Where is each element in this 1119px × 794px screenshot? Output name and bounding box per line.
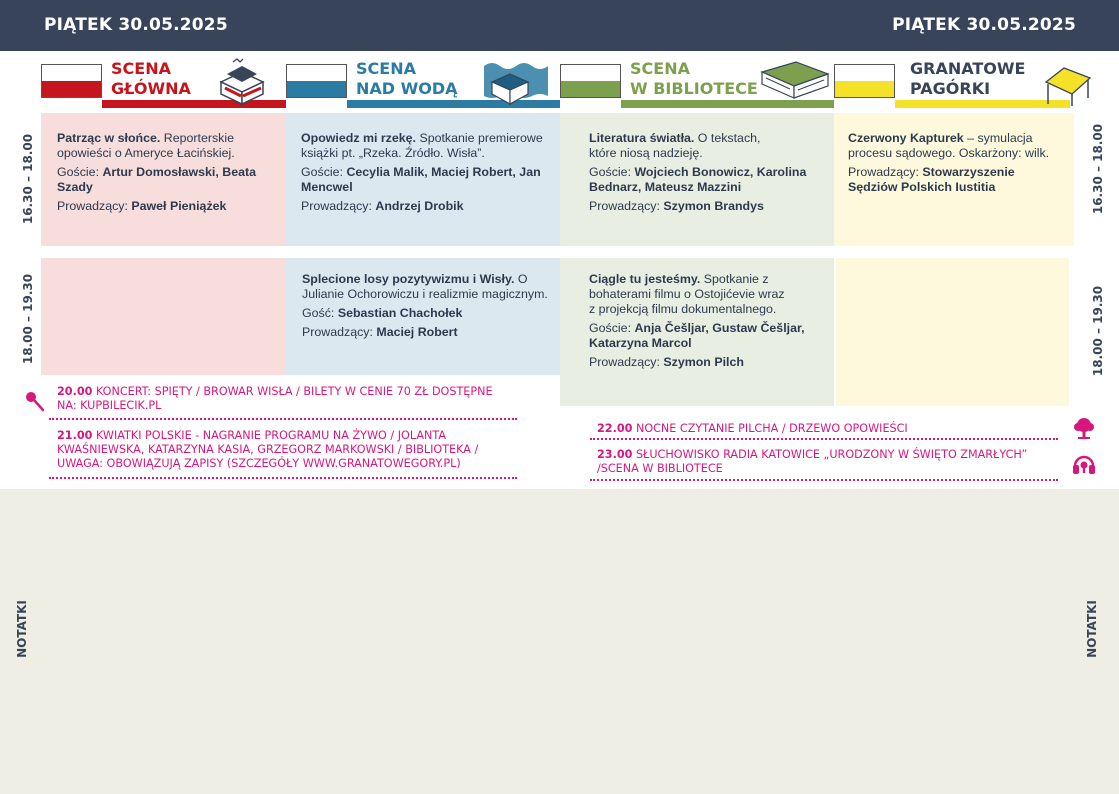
host: Paweł Pieniążek [131, 199, 227, 213]
event-time: 23.00 [597, 448, 633, 461]
evening-event-2: 21.00 KWIATKI POLSKIE - NAGRANIE PROGRAMU NA ŻYWO / JOLANTA KWAŚNIEWSKA, KATARZYNA KASIA, GRZEGORZ MARKOWSKI / BIBLIOTEKA / UWAGA: OBOWIĄZUJĄ ZAPISY (SZCZEGÓŁY WWW.GRANATOWEGORY.PL) [57, 429, 479, 470]
event-time: 20.00 [57, 385, 93, 398]
guests: Anja Češljar, Gustaw Češljar, Katarzyna Marcol [589, 321, 805, 350]
evening-event-4: 23.00 SŁUCHOWISKO RADIA KATOWICE „URODZONY W ŚWIĘTO ZMARŁYCH” /SCENA W BIBLIOTECE [597, 448, 1028, 475]
slot1-water: Opowiedz mi rzekę. Spotkanie premierowe książki pt. „Rzeka. Źródło. Wisła”. Goście: Cecylia Malik, Maciej Robert, Jan Mencwel Prowadzący: Andrzej Drobik [286, 113, 560, 246]
stage-header-library [560, 56, 834, 108]
event-time: 22.00 [597, 422, 633, 435]
slot1-library: Literatura światła. O tekstach, które niosą nadzieję. Goście: Wojciech Bonowicz, Karolina Bednarz, Mateusz Mazzini Prowadzący: Szymon Brandys [560, 113, 834, 246]
divider [590, 438, 1058, 440]
evening-event-1: 20.00 KONCERT: SPIĘTY / BROWAR WISŁA / BILETY W CENIE 70 ZŁ DOSTĘPNE NA: KUPBILECIK.PL [57, 385, 493, 412]
event-time: 21.00 [57, 429, 93, 442]
time-slot1-right: 16.30 – 18.00 [1091, 123, 1106, 215]
slot2-water: Splecione losy pozytywizmu i Wisły. O Julianie Ochorowiczu i realizmie magicznym. Gość: Sebastian Chachołek Prowadzący: Maciej Robert [286, 258, 560, 375]
time-slot1-left: 16.30 – 18.00 [21, 133, 36, 225]
stage-library-line1: SCENA [630, 59, 690, 78]
event-title: Czerwony Kapturek [848, 131, 964, 145]
guests: Cecylia Malik, Maciej Robert, Jan Mencwel [301, 165, 541, 194]
stage-hills-line1: GRANATOWE [910, 59, 1026, 78]
event-title: Literatura światła. [589, 131, 695, 145]
slot2-library: Ciągle tu jesteśmy. Spotkanie z bohaterami filmu o Ostojićevie wraz z projekcją filmu dokumentalnego. Goście: Anja Češljar, Gustaw Češljar, Katarzyna Marcol Prowadzący: Szymon Pilch [560, 258, 834, 406]
tree-icon [1072, 416, 1096, 440]
stage-library-line2: W BIBLIOTECE [630, 79, 758, 98]
notes-label-right: NOTATKI [1084, 600, 1099, 658]
time-slot2-left: 18.00 – 19.30 [21, 273, 36, 365]
date-left: PIĄTEK 30.05.2025 [44, 15, 228, 35]
divider [49, 477, 517, 479]
guests: Artur Domosławski, Beata Szady [57, 165, 257, 194]
slot2-hills-empty [836, 258, 1069, 406]
host: Szymon Pilch [663, 355, 744, 369]
host: Andrzej Drobik [375, 199, 464, 213]
flag-main [41, 64, 102, 98]
slot1-main: Patrząc w słońce. Reporterskie opowieści o Ameryce Łacińskiej. Goście: Artur Domosławski, Beata Szady Prowadzący: Paweł Pieniążek [41, 113, 286, 246]
divider [49, 418, 517, 420]
stage-hills-line2: PAGÓRKI [910, 79, 991, 98]
stage-header-main [41, 56, 286, 108]
stage-main-line1: SCENA [111, 59, 171, 78]
flag-library [560, 64, 621, 98]
flag-water [286, 64, 347, 98]
microphone-icon [24, 390, 46, 412]
guests: Sebastian Chachołek [337, 306, 463, 320]
notes-area[interactable] [0, 489, 1119, 794]
slot1-hills: Czerwony Kapturek – symulacja procesu sądowego. Oskarżony: wilk. Prowadzący: Stowarzyszenie Sędziów Polskich Iustitia [834, 113, 1074, 246]
flag-hills [834, 64, 895, 98]
main-stage-icon [213, 56, 271, 108]
stage-water-line1: SCENA [356, 59, 416, 78]
evening-event-3: 22.00 NOCNE CZYTANIE PILCHA / DRZEWO OPOWIEŚCI [597, 422, 908, 435]
time-slot2-right: 18.00 – 19.30 [1091, 285, 1106, 377]
event-title: Splecione losy pozytywizmu i Wisły. [302, 272, 515, 286]
guests: Wojciech Bonowicz, Karolina Bednarz, Mateusz Mazzini [589, 165, 807, 194]
stage-main-line2: GŁÓWNA [111, 79, 191, 98]
date-right: PIĄTEK 30.05.2025 [892, 15, 1076, 35]
water-stage-icon [482, 56, 552, 108]
slot2-main-empty [41, 258, 286, 375]
host: Szymon Brandys [663, 199, 764, 213]
stage-water-line2: NAD WODĄ [356, 79, 458, 98]
headphones-icon [1071, 451, 1097, 477]
host: Stowarzyszenie Sędziów Polskich Iustitia [848, 165, 1015, 194]
divider [590, 479, 1058, 481]
tent-icon [1042, 64, 1094, 108]
event-title: Patrząc w słońce. [57, 131, 161, 145]
event-title: Opowiedz mi rzekę. [301, 131, 416, 145]
notes-label-left: NOTATKI [14, 600, 29, 658]
stage-header-water [286, 56, 560, 108]
stage-header-hills [834, 56, 1094, 108]
event-title: Ciągle tu jesteśmy. [589, 272, 701, 286]
host: Maciej Robert [376, 325, 458, 339]
header-bar [0, 0, 1119, 51]
library-stage-icon [758, 56, 830, 106]
